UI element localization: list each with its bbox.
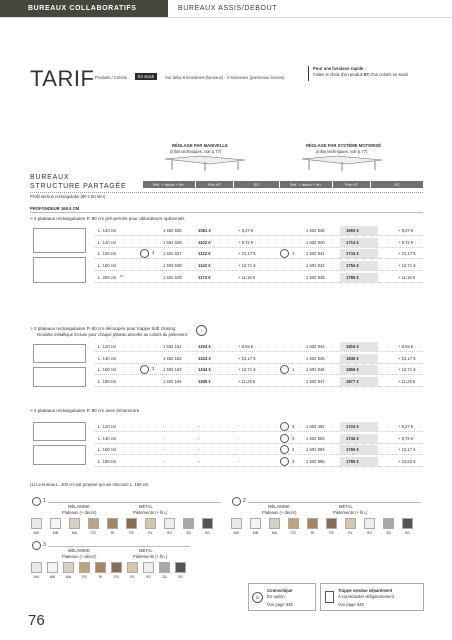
- finish-swatch-label: R2: [91, 531, 96, 535]
- express-text: Faites le choix d'un produit ET d'un coloris en stock: [313, 72, 409, 77]
- trappe-title: Trappe vendue séparément: [338, 588, 393, 593]
- row-ec-manual: + 11,25 €: [238, 379, 256, 385]
- finish-swatch-label: R2: [291, 531, 296, 535]
- section-title: > 2 plateaux rectangulaires P. 80 cm avec échancrure: [30, 408, 140, 413]
- row-divider: [95, 351, 423, 352]
- desk-top-diagram: [33, 228, 86, 253]
- finish-swatch-r3[interactable]: [111, 562, 122, 573]
- finish-group-number: 3: [43, 542, 46, 548]
- row-finish-number: 1: [292, 251, 295, 257]
- desk-top-diagram: [33, 445, 86, 464]
- subtitle-delay: Sur délai 6 semaines (bureaux) - 4 semaines (panneaux écrans): [165, 75, 285, 80]
- row-ref-motor: 1 502 893: [306, 435, 325, 441]
- row-ec-motor: + 10,71 €: [398, 367, 416, 373]
- row-price-manual: -: [198, 459, 200, 465]
- th-price-2: Prix HT: [333, 181, 371, 188]
- metal-title: MÉTAL: [339, 504, 353, 509]
- row-price-manual: -: [198, 424, 200, 429]
- desk-top-diagram: [33, 257, 86, 282]
- finish-swatch-label: MB: [52, 531, 59, 535]
- desk-top-diagram: [33, 422, 86, 441]
- finish-swatch-label: ZA: [186, 531, 191, 535]
- finish-swatch-r2[interactable]: [88, 518, 99, 529]
- finish-swatch-r3[interactable]: [326, 518, 337, 529]
- finish-swatch-ri[interactable]: [107, 518, 118, 529]
- row-ec-motor: + 10,62 €: [398, 459, 416, 465]
- row-ec-manual: + 10,17 €: [238, 355, 256, 361]
- row-ref-motor: 1 502 492: [306, 424, 325, 429]
- metal-sub: Piètements (+ fin.): [133, 510, 168, 515]
- row-finish-number: 1: [292, 367, 295, 373]
- finish-stamp-icon: [280, 434, 289, 443]
- row-ec-motor: + 11,25 €: [398, 379, 416, 385]
- header-divider: [0, 17, 452, 18]
- connect-sub: En option: [267, 594, 285, 599]
- th-ref-1: Réf. + décor + fin.: [143, 181, 195, 188]
- finish-swatch-label: MA: [271, 531, 278, 535]
- row-size: L. 180 cm: [98, 459, 117, 465]
- row-price-motor: 1744 €: [346, 435, 359, 441]
- finish-stamp-icon: [140, 365, 149, 374]
- finish-swatch-rl[interactable]: [145, 518, 156, 529]
- row-ref-manual: 1 502 628: [163, 263, 182, 269]
- row-ref-manual: 1 502 161: [163, 344, 182, 349]
- row-divider: [95, 386, 423, 387]
- row-price-motor: 1877 €: [346, 379, 359, 385]
- finish-stamp-icon: [280, 365, 289, 374]
- finish-swatch-label: SO: [145, 575, 152, 579]
- row-ec-manual: -: [238, 459, 240, 465]
- finish-swatch-za[interactable]: [159, 562, 170, 573]
- row-ref-motor: 1 502 842: [306, 263, 325, 269]
- finish-swatch-label: MG: [33, 531, 40, 535]
- row-ref-motor: 1 502 846: [306, 367, 325, 373]
- row-price-motor: 1785 €: [346, 274, 359, 280]
- row-ref-manual: 1 502 626: [163, 239, 182, 245]
- finish-swatch-mg[interactable]: [31, 518, 42, 529]
- row-ref-motor: 1 502 840: [306, 239, 325, 245]
- finish-group-number: 1: [43, 498, 46, 504]
- finish-swatch-ri[interactable]: [307, 518, 318, 529]
- structure-title-1: BUREAUX: [30, 174, 70, 181]
- finish-swatch-ma[interactable]: [63, 562, 74, 573]
- row-ec-manual: + 11,16 €: [238, 274, 256, 280]
- finish-swatch-label: MG: [233, 531, 240, 535]
- row-size: L. 120 cm: [98, 228, 117, 233]
- desk-top-diagram: [33, 367, 86, 386]
- row-size: L. 120 cm: [98, 424, 117, 429]
- row-divider: [95, 247, 423, 248]
- row-ref-manual: 1 502 164: [163, 379, 182, 385]
- express-title: Pour une livraison rapide :: [313, 66, 366, 71]
- structure-divider: [30, 192, 423, 193]
- row-size: L. 140 cm: [98, 435, 117, 441]
- finish-divider: [48, 502, 221, 503]
- row-ref-motor: 1 502 839: [306, 228, 325, 233]
- finish-swatch-label: SG: [204, 531, 211, 535]
- finish-swatch-label: MG: [33, 575, 40, 579]
- manual-adjust-sub: (infos techniques, voir p.77): [170, 149, 222, 154]
- melamine-title: MÉLAMINE: [268, 504, 290, 509]
- section-title: > 2 plateaux rectangulaires P. 80 cm pré-percés pour obturateurs optionnels: [30, 216, 185, 221]
- depth-divider: [30, 212, 423, 213]
- row-ec-manual: + 9,63 €: [238, 344, 254, 349]
- trappe-sub: À commander obligatoirement: [338, 594, 394, 599]
- row-price-manual: 1142 €: [198, 263, 211, 269]
- finish-stamp-icon: [32, 541, 41, 550]
- row-divider: [95, 282, 423, 283]
- finish-swatch-label: RL: [148, 531, 153, 535]
- row-ec-manual: + 10,71 €: [238, 367, 256, 373]
- row-ref-manual: 1 502 625: [163, 228, 182, 233]
- row-ref-motor: 1 502 894: [306, 447, 325, 453]
- finish-stamp-icon: [140, 249, 149, 258]
- row-price-manual: 1122 €: [198, 251, 211, 257]
- row-ref-motor: 1 502 841: [306, 251, 325, 257]
- metal-title: MÉTAL: [139, 504, 153, 509]
- finish-swatch-label: SO: [166, 531, 173, 535]
- finish-swatch-label: RI: [98, 575, 103, 579]
- finish-swatch-label: RL: [348, 531, 353, 535]
- trappe-icon: [325, 591, 334, 603]
- row-price-motor: 1765 €: [346, 447, 359, 453]
- finish-swatch-sg[interactable]: [402, 518, 413, 529]
- row-size: L. 180 cm: [98, 379, 117, 385]
- finish-swatch-rl[interactable]: [127, 562, 138, 573]
- finish-swatch-mg[interactable]: [31, 562, 42, 573]
- row-ec-motor: + 10,17 €: [398, 447, 416, 453]
- row-ref-manual: 1 502 163: [163, 367, 182, 373]
- finish-swatch-so[interactable]: [164, 518, 175, 529]
- row-ec-manual: + 9,72 €: [238, 239, 254, 245]
- motor-adjust-title: RÉGLAGE PAR SYSTÈME MOTORISÉ: [306, 143, 381, 148]
- row-ec-motor: + 9,63 €: [398, 344, 414, 349]
- finish-divider: [48, 546, 190, 547]
- stock-badge: En stock: [135, 73, 157, 80]
- row-price-manual: 1173 €: [198, 274, 211, 280]
- melamine-title: MÉLAMINE: [68, 504, 90, 509]
- footnote: (1) Le bureau L. 200 cm est proposé qu'une structure L. 180 cm.: [30, 482, 150, 487]
- row-finish-number: 2: [292, 447, 295, 453]
- manual-adjust-title: RÉGLAGE PAR MANIVELLE: [172, 143, 228, 148]
- finish-swatch-label: MB: [252, 531, 259, 535]
- row-finish-number: 3: [292, 459, 295, 465]
- finish-divider: [248, 502, 421, 503]
- finish-swatch-label: R3: [114, 575, 119, 579]
- th-ref-2: Réf. + décor + fin.: [280, 181, 332, 188]
- row-ec-motor: + 11,16 €: [398, 274, 416, 280]
- row-divider: [95, 466, 423, 467]
- row-ref-manual: -: [163, 459, 165, 465]
- section-title: > 2 plateaux rectangulaires P. 80 cm découpés pour trappe Soft closing.: [30, 326, 177, 331]
- row-divider: [95, 258, 423, 259]
- row-price-manual: 1102 €: [198, 239, 211, 245]
- melamine-sub: Plateaux (+ décor): [262, 510, 297, 515]
- row-price-motor: 1816 €: [346, 344, 359, 349]
- table-header: [143, 181, 423, 188]
- motor-desk-illustration: [297, 154, 387, 172]
- header-category: BUREAUX COLLABORATIFS: [0, 0, 168, 17]
- melamine-title: MÉLAMINE: [68, 548, 90, 553]
- row-ref-manual: 1 502 627: [163, 251, 182, 257]
- row-ec-manual: -: [238, 447, 240, 453]
- subtitle-prefix: Produits / Coloris: [95, 75, 127, 80]
- row-ref-manual: 1 502 162: [163, 355, 182, 361]
- finish-swatch-label: MB: [49, 575, 56, 579]
- finish-swatch-so[interactable]: [143, 562, 154, 573]
- row-size: L. 200 cm: [98, 274, 117, 280]
- header-subcategory: BUREAUX ASSIS/DEBOUT: [178, 5, 278, 12]
- row-price-motor: 1856 €: [346, 367, 359, 373]
- metal-sub: Piètements (+ fin.): [333, 510, 368, 515]
- row-footnote-mark: (1): [120, 273, 124, 278]
- finish-ref-number: 3: [152, 366, 155, 372]
- finish-swatch-label: R3: [329, 531, 334, 535]
- finish-swatch-sg[interactable]: [175, 562, 186, 573]
- row-size: L. 140 cm: [98, 239, 117, 245]
- row-price-manual: 1244 €: [198, 367, 211, 373]
- finish-swatch-r2[interactable]: [288, 518, 299, 529]
- finish-swatch-so[interactable]: [364, 518, 375, 529]
- section-note: Goulotte métallique incluse pour chaque plateau assortie au coloris du piétement.: [37, 332, 189, 337]
- structure-title-2: STRUCTURE PARTAGÉE: [30, 183, 127, 190]
- row-ec-motor: + 9,27 €: [398, 424, 414, 429]
- row-finish-number: 2: [292, 435, 295, 441]
- desk-top-diagram: [33, 344, 86, 363]
- row-divider: [95, 443, 423, 444]
- row-ec-motor: + 10,17 €: [398, 251, 416, 257]
- row-divider: [95, 454, 423, 455]
- finish-swatch-label: SG: [177, 575, 184, 579]
- finish-swatch-label: R2: [82, 575, 87, 579]
- finish-swatch-ma[interactable]: [69, 518, 80, 529]
- row-divider: [95, 374, 423, 375]
- row-size: L. 160 cm: [98, 447, 117, 453]
- connect-box: [248, 583, 316, 611]
- metal-sub: Piètements (+ fin.): [133, 554, 168, 559]
- finish-group-number: 2: [243, 498, 246, 504]
- row-price-motor: 1734 €: [346, 251, 359, 257]
- row-price-manual: 1204 €: [198, 344, 211, 349]
- th-ec-2: EC: [371, 181, 423, 188]
- finish-stamp-icon: [280, 422, 289, 431]
- finish-swatch-label: RI: [310, 531, 315, 535]
- melamine-sub: Plateaux (+ décor): [62, 554, 97, 559]
- finish-swatch-mb[interactable]: [250, 518, 261, 529]
- row-size: L. 140 cm: [98, 355, 117, 361]
- finish-swatch-sg[interactable]: [202, 518, 213, 529]
- finish-swatch-label: MA: [65, 575, 72, 579]
- row-ec-motor: + 9,72 €: [398, 239, 414, 245]
- metal-title: MÉTAL: [139, 548, 153, 553]
- finish-swatch-za[interactable]: [183, 518, 194, 529]
- profile-text: Profil section rectangulaire (80 x 50 mm): [30, 194, 106, 199]
- finish-swatch-label: SG: [404, 531, 411, 535]
- row-price-motor: 1836 €: [346, 355, 359, 361]
- row-ref-manual: -: [163, 424, 165, 429]
- express-delivery-box: [308, 66, 423, 81]
- row-ec-manual: + 8,27 €: [238, 228, 254, 233]
- row-ec-manual: -: [238, 424, 240, 429]
- row-divider: [95, 270, 423, 271]
- row-divider: [95, 363, 423, 364]
- finish-swatch-mg[interactable]: [231, 518, 242, 529]
- row-divider: [95, 431, 423, 432]
- row-price-manual: -: [198, 435, 200, 441]
- finish-swatch-label: R3: [129, 531, 134, 535]
- page-title: TARIF: [30, 66, 95, 91]
- row-ref-manual: 1 502 629: [163, 274, 182, 280]
- row-finish-number: 3: [292, 424, 295, 429]
- row-ec-manual: -: [238, 435, 240, 441]
- row-size: L. 180 cm: [98, 263, 117, 269]
- finish-swatch-mb[interactable]: [47, 562, 58, 573]
- finish-swatch-label: ZA: [386, 531, 391, 535]
- row-ref-manual: -: [163, 435, 165, 441]
- finish-stamp-icon: [280, 249, 289, 258]
- depth-label: PROFONDEUR 166,5 CM: [30, 206, 80, 211]
- row-price-motor: 1785 €: [346, 459, 359, 465]
- row-ref-manual: -: [163, 447, 165, 453]
- row-ec-motor: + 10,17 €: [398, 355, 416, 361]
- manual-desk-illustration: [160, 154, 250, 172]
- row-price-motor: 1754 €: [346, 263, 359, 269]
- row-ref-motor: 1 502 895: [306, 459, 325, 465]
- row-price-manual: 1081 €: [198, 228, 211, 233]
- row-price-manual: -: [198, 447, 200, 453]
- finish-swatch-label: SO: [366, 531, 373, 535]
- finish-stamp-icon: [232, 497, 241, 506]
- finish-stamp-icon: [280, 457, 289, 466]
- row-ec-motor: + 10,71 €: [398, 263, 416, 269]
- row-price-manual: 1265 €: [198, 379, 211, 385]
- finish-swatch-r3[interactable]: [126, 518, 137, 529]
- finish-swatch-rl[interactable]: [345, 518, 356, 529]
- th-ec-1: EC: [234, 181, 279, 188]
- melamine-sub: Plateaux (+ décor): [62, 510, 97, 515]
- plug-icon: ⏻: [252, 592, 263, 603]
- row-ec-manual: + 10,17 €: [238, 251, 256, 257]
- row-ref-motor: 1 502 847: [306, 379, 325, 385]
- finish-swatch-label: ZA: [162, 575, 167, 579]
- connect-ref: Voir page 345: [267, 602, 293, 607]
- row-size: L. 120 cm: [98, 344, 117, 349]
- row-price-motor: 1714 €: [346, 239, 359, 245]
- trappe-ref: Voir page 345: [338, 602, 364, 607]
- trappe-box: [320, 583, 424, 611]
- finish-ref-number: 3: [152, 250, 155, 256]
- row-ref-motor: 1 502 845: [306, 355, 325, 361]
- row-size: L. 160 cm: [98, 367, 117, 373]
- row-ec-motor: + 9,72 €: [398, 435, 414, 441]
- finish-swatch-ri[interactable]: [95, 562, 106, 573]
- finish-swatch-r2[interactable]: [79, 562, 90, 573]
- finish-swatch-ma[interactable]: [269, 518, 280, 529]
- motor-adjust-sub: (infos techniques, voir p.77): [316, 149, 368, 154]
- row-ref-motor: 1 502 844: [306, 344, 325, 349]
- finish-swatch-label: MA: [71, 531, 78, 535]
- finish-swatch-mb[interactable]: [50, 518, 61, 529]
- row-size: L. 160 cm: [98, 251, 117, 257]
- info-icon: !: [196, 325, 207, 336]
- th-price-1: Prix HT: [196, 181, 234, 188]
- finish-swatch-label: RL: [130, 575, 135, 579]
- finish-stamp-icon: [32, 497, 41, 506]
- row-divider: [95, 235, 423, 236]
- row-ec-manual: + 10,71 €: [238, 263, 256, 269]
- row-price-manual: 1224 €: [198, 355, 211, 361]
- finish-swatch-za[interactable]: [383, 518, 394, 529]
- page-number: 76: [28, 612, 45, 629]
- connect-title: Connectique: [267, 588, 293, 593]
- finish-stamp-icon: [280, 445, 289, 454]
- row-price-motor: 1693 €: [346, 228, 359, 233]
- row-ec-motor: + 9,27 €: [398, 228, 414, 233]
- row-ref-motor: 1 502 843: [306, 274, 325, 280]
- finish-swatch-label: RI: [110, 531, 115, 535]
- row-price-motor: 1724 €: [346, 424, 359, 429]
